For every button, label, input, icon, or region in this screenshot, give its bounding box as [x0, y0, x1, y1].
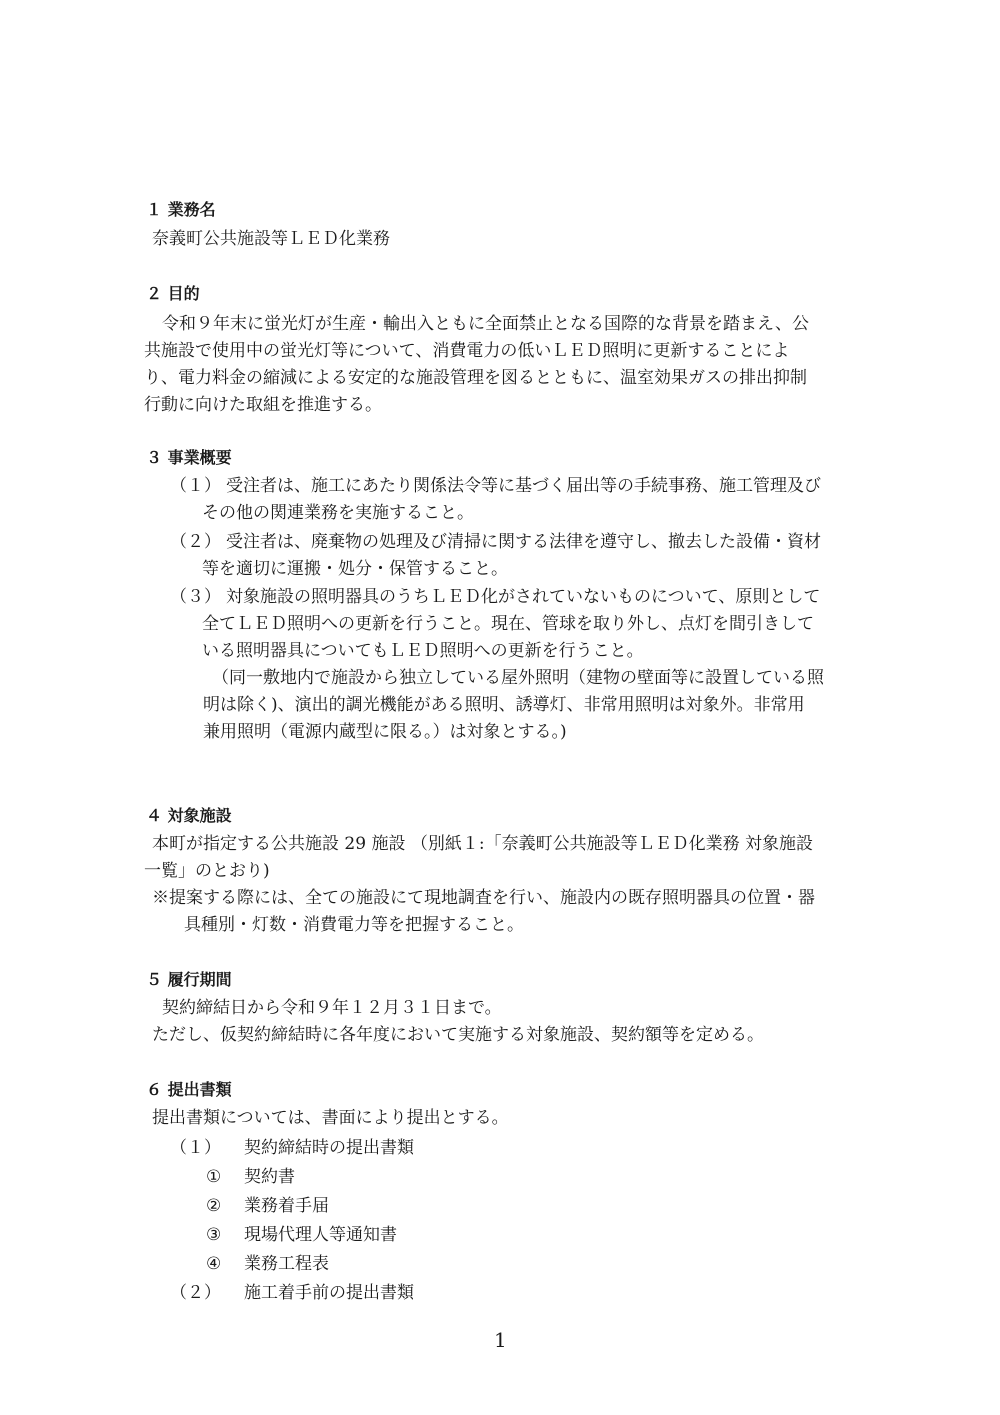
page-number: 1	[494, 1328, 507, 1352]
item-number: （２）	[170, 532, 221, 552]
document-item: 現場代理人等通知書	[244, 1225, 397, 1245]
item-line: 全てＬＥＤ照明への更新を行うこと。現在、管球を取り外し、点灯を間引きして	[202, 614, 814, 634]
list-marker: ④	[206, 1254, 222, 1274]
group-number: （２）	[170, 1283, 221, 1303]
submission-intro: 提出書類については、書面により提出とする。	[152, 1108, 509, 1128]
facility-line: 一覧」のとおり)	[144, 861, 270, 881]
list-marker: ①	[206, 1167, 222, 1187]
group-title: 施工着手前の提出書類	[244, 1283, 414, 1303]
item-line: いる照明器具についてもＬＥＤ照明への更新を行うこと。	[202, 641, 644, 661]
item-line: その他の関連業務を実施すること。	[202, 503, 474, 523]
item-note-line: （同一敷地内で施設から独立している屋外照明（建物の壁面等に設置している照	[212, 668, 824, 688]
group-number: （１）	[170, 1138, 221, 1158]
purpose-line: り、電力料金の縮減による安定的な施設管理を図るとともに、温室効果ガスの排出抑制	[144, 368, 807, 388]
section-heading-6: ６ 提出書類	[146, 1080, 232, 1099]
facility-line: 本町が指定する公共施設 29 施設 （別紙１:「奈義町公共施設等ＬＥＤ化業務 対象施設	[152, 834, 813, 854]
purpose-line: 共施設で使用中の蛍光灯等について、消費電力の低いＬＥＤ照明に更新することによ	[144, 341, 790, 361]
document-item: 業務工程表	[244, 1254, 329, 1274]
item-line: 等を適切に運搬・処分・保管すること。	[202, 559, 508, 579]
section-heading-5: ５ 履行期間	[146, 970, 232, 989]
item-number: （３）	[170, 587, 221, 607]
purpose-line: 令和９年末に蛍光灯が生産・輸出入ともに全面禁止となる国際的な背景を踏まえ、公	[162, 314, 810, 334]
item-number: （１）	[170, 476, 221, 496]
period-line: 契約締結日から令和９年１２月３１日まで。	[162, 998, 502, 1018]
period-line: ただし、仮契約締結時に各年度において実施する対象施設、契約額等を定める。	[152, 1025, 764, 1045]
list-marker: ③	[206, 1225, 222, 1245]
group-title: 契約締結時の提出書類	[244, 1138, 414, 1158]
item-line: 対象施設の照明器具のうちＬＥＤ化がされていないものについて、原則として	[226, 587, 821, 607]
section-heading-1: １ 業務名	[146, 200, 216, 219]
section-heading-3: ３ 事業概要	[146, 448, 232, 467]
business-name: 奈義町公共施設等ＬＥＤ化業務	[152, 229, 390, 249]
section-heading-4: ４ 対象施設	[146, 806, 232, 825]
purpose-line: 行動に向けた取組を推進する。	[144, 395, 382, 415]
document-item: 業務着手届	[244, 1196, 329, 1216]
facility-note-line: 具種別・灯数・消費電力等を把握すること。	[184, 915, 524, 935]
item-note-line: 明は除く)、演出的調光機能がある照明、誘導灯、非常用照明は対象外。非常用	[203, 695, 805, 715]
list-marker: ②	[206, 1196, 222, 1216]
item-note-line: 兼用照明（電源内蔵型に限る。）は対象とする。)	[203, 722, 567, 742]
document-item: 契約書	[244, 1167, 295, 1187]
item-line: 受注者は、施工にあたり関係法令等に基づく届出等の手続事務、施工管理及び	[226, 476, 821, 496]
item-line: 受注者は、廃棄物の処理及び清掃に関する法律を遵守し、撤去した設備・資材	[226, 532, 821, 552]
facility-note-line: ※提案する際には、全ての施設にて現地調査を行い、施設内の既存照明器具の位置・器	[152, 888, 815, 908]
section-heading-2: ２ 目的	[146, 284, 200, 303]
